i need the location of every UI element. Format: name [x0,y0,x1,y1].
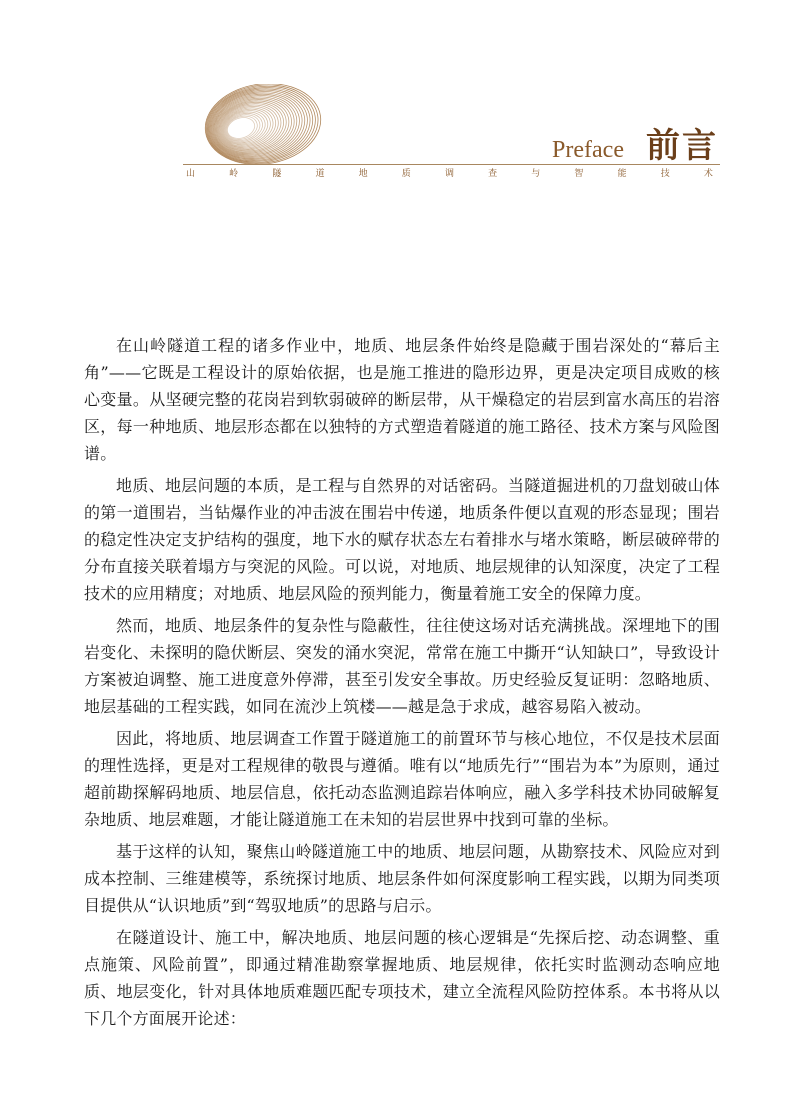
preface-body [84,332,720,1032]
body-paragraph: 在山岭隧道工程的诸多作业中，地质、地层条件始终是隐藏于围岩深处的“幕后主角”——它既是工程设计的原始依据，也是施工推进的隐形边界，更是决定项目成败的核心变量。从坚硬完整的花岗岩到软弱破碎的断层带，从干燥稳定的岩层到富水高压的岩溶区，每一种地质、地层形态都在以独特的方式塑造着隧道的施工路径、技术方案与风险图谱。 [84,336,720,463]
running-title-char: 岭 [229,169,239,179]
book-running-title [183,166,720,182]
running-title-char: 术 [703,169,713,179]
chapter-title [552,118,718,164]
body-paragraph: 地质、地层问题的本质，是工程与自然界的对话密码。当隧道掘进机的刀盘划破山体的第一道围岩，当钻爆作业的冲击波在围岩中传递，地质条件便以直观的形态显现；围岩的稳定性决定支护结构的强度，地下水的赋存状态左右着排水与堵水策略，断层破碎带的分布直接关联着塌方与突泥的风险。可以说，对地质、地层规律的认知深度，决定了工程技术的应用精度；对地质、地层风险的预判能力，衡量着施工安全的保障力度。 [84,476,720,603]
title-chinese: 前言 [646,126,718,166]
body-paragraph: 因此，将地质、地层调查工作置于隧道施工的前置环节与核心地位，不仅是技术层面的理性选择，更是对工程规律的敬畏与遵循。唯有以“地质先行”“围岩为本”为原则，通过超前勘探解码地质、地层信息，依托动态监测追踪岩体响应，融入多学科技术协同破解复杂地质、地层难题，才能让隧道施工在未知的岩层世界中找到可靠的坐标。 [84,729,720,829]
running-title-char: 查 [488,169,498,179]
body-paragraph: 然而，地质、地层条件的复杂性与隐蔽性，往往使这场对话充满挑战。深埋地下的围岩变化、未探明的隐伏断层、突发的涌水突泥，常常在施工中撕开“认知缺口”，导致设计方案被迫调整、施工进度意外停滞，甚至引发安全事故。历史经验反复证明：忽略地质、地层基础的工程实践，如同在流沙上筑楼——越是急于求成，越容易陷入被动。 [84,616,720,716]
running-title-char: 地 [358,169,368,179]
running-title-char: 山 [186,169,196,179]
running-title-char: 调 [444,169,454,179]
running-title-char: 智 [574,169,584,179]
title-english: Preface [552,137,624,163]
running-title-char: 道 [315,169,325,179]
body-paragraph: 基于这样的认知，聚焦山岭隧道施工中的地质、地层问题，从勘察技术、风险应对到成本控制、三维建模等，系统探讨地质、地层条件如何深度影响工程实践，以期为同类项目提供从“认识地质”到“驾驭地质”的思路与启示。 [84,842,720,915]
spiral-rings-logo-icon [183,84,323,164]
running-title-char: 能 [617,169,627,179]
body-paragraph: 在隧道设计、施工中，解决地质、地层问题的核心逻辑是“先探后挖、动态调整、重点施策、风险前置”，即通过精准勘察掌握地质、地层规律，依托实时监测动态响应地质、地层变化，针对具体地质难题匹配专项技术，建立全流程风险防控体系。本书将从以下几个方面展开论述： [84,928,720,1028]
running-title-char: 与 [531,169,541,179]
running-title-char: 隧 [272,169,282,179]
running-title-char: 质 [401,169,411,179]
header-divider [183,164,720,165]
running-title-char: 技 [660,169,670,179]
